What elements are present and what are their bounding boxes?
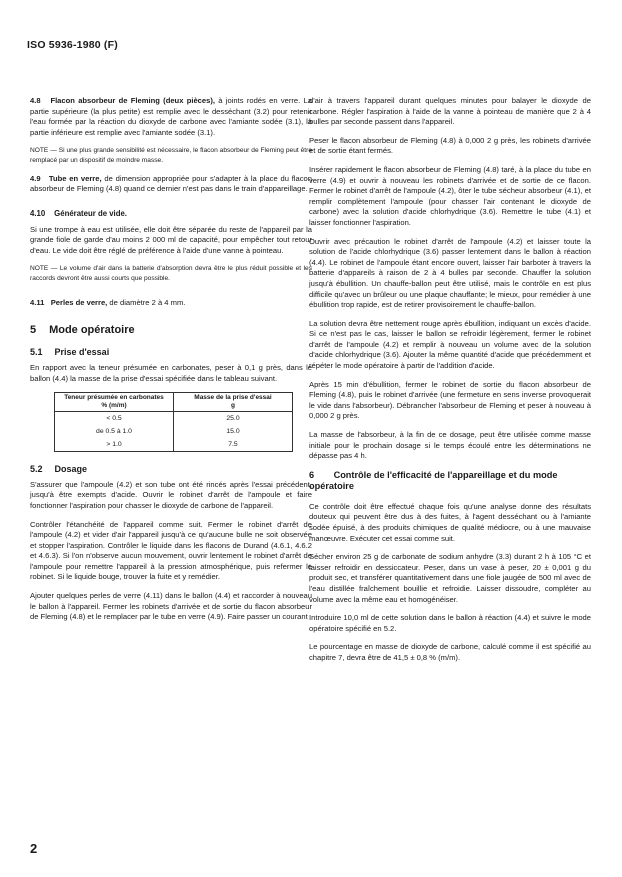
section-5-2-heading <box>30 464 312 475</box>
section-6-title: Contrôle de l'efficacité de l'appareillage et du mode opératoire <box>309 469 558 491</box>
section-4-11 <box>30 298 312 309</box>
table-cell: < 0.5 <box>55 412 174 426</box>
section-5-2-para-1: S'assurer que l'ampoule (4.2) et son tube ont été rincés après l'essai précédent, jusqu'à être exempts d'acide. Ouvrir le robinet d'arrêt de l'ampoule et faire fonctionner l'aspiration pour chasser le dioxyde de carbone de l'appareil. <box>30 479 312 510</box>
table-cell: 15.0 <box>174 425 293 438</box>
section-5-1-heading <box>30 347 312 358</box>
table-cell: > 1.0 <box>55 438 174 452</box>
right-para-1: d'air à travers l'appareil durant quelques minutes pour balayer le dioxyde de carbone. Régler l'aspiration à l'aide de la vanne à pointeau de manière que 2 à 4 bulles par seconde passent dans l'appareil. <box>309 96 591 127</box>
table-row <box>55 412 293 426</box>
document-header: ISO 5936-1980 (F) <box>27 39 118 51</box>
section-4-8-title: Flacon absorbeur de Fleming (deux pièces), <box>50 96 215 105</box>
section-5-2-para-2: Contrôler l'étanchéité de l'appareil comme suit. Fermer le robinet d'arrêt de l'ampoule (4.2) et vider d'air l'appareil jusqu'à ce qu'aucune bulle ne soit observée et stopper l'aspiration. Contrôler le liquide dans les flacons de Durand (4.6.1, 4.6.2 et 4.6.3). Si l'on n'observe aucun mouvement, ouvrir lentement le robinet d'arrêt de l'ampoule pour remettre l'appareil à la pression atmosphérique, puis refermer le robinet. Si le liquide bouge, trouver la fuite et y remédier. <box>30 519 312 582</box>
right-para-5: La solution devra être nettement rouge après ébullition, indiquant un excès d'acide. Si ce n'est pas le cas, laisser le ballon se refroidir légèrement, fermer le robinet d'arrêt de l'ampoule (4.2) et remplir à nouveau un volume avec de la solution d'acide chlorhydrique (3.6). Ajouter la même quantité d'acide que précédemment et répéter le mode opératoire à partir de l'addition d'acide. <box>309 318 591 371</box>
section-6-para-3: Introduire 10,0 ml de cette solution dans le ballon à réaction (4.4) et suivre le mode opératoire spécifié en 5.2. <box>309 613 591 633</box>
section-5-1-title: Prise d'essai <box>54 347 110 358</box>
section-4-9-text: de dimension appropriée pour s'adapter à la place du flacon absorbeur de Fleming (4.8) quand ce dernier n'est pas dans le train d'appareillage. <box>30 173 312 194</box>
table-header-carbonate-label: Teneur présumée en carbonates <box>64 394 164 402</box>
right-para-4: Ouvrir avec précaution le robinet d'arrêt de l'ampoule (4.2) et laisser toute la solution de l'acide chlorhydrique (3.6) passer lentement dans le ballon à réaction (4.4). Le robinet de l'ampoule étant encore ouvert, laisser l'air barboter à travers la batterie d'appareils à raison de 2 à 4 bulles par seconde. Chauffer la solution jusqu'à ébullition. Un chauffe-ballon peut être utilisé, mais le contrôle en est plus difficile qu'avec un brûleur ou une plaque chauffante; le mieux, pour remédier à une ébullition trop rapide, est de retirer provisoirement le chauffe-ballon. <box>309 236 591 310</box>
section-4-9-title: Tube en verre, <box>48 173 102 183</box>
section-6-heading <box>309 470 591 492</box>
section-4-10-text: Si une trompe à eau est utilisée, elle doit être séparée du reste de l'appareil par la grande fiole de garde d'au moins 2 000 ml de capacité, pour empêcher tout retour d'eau. Le vide doit être réglé de préférence à l'aide d'une vanne à pointeau. <box>30 224 312 255</box>
table-cell: de 0.5 à 1.0 <box>55 425 174 438</box>
section-4-8-text: à joints rodés en verre. La partie supérieure (la plus petite) est remplie avec le desséchant (3.2) pour retenir l'eau formée par la réaction du dioxyde de carbone avec l'amiante sodée (3.1), la partie inférieure est remplie avec l'amiante sodée (3.1). <box>30 96 312 137</box>
section-5-1-number: 5.1 <box>30 347 43 358</box>
section-6-number: 6 <box>309 469 315 480</box>
right-para-2: Peser le flacon absorbeur de Fleming (4.8) à 0,000 2 g près, les robinets d'arrivée et de sortie étant fermés. <box>309 135 591 156</box>
section-4-10-number: 4.10 <box>30 208 46 218</box>
section-5-2-para-3: Ajouter quelques perles de verre (4.11) dans le ballon (4.4) et raccorder à nouveau le ballon à l'appareil. Fermer les robinets d'arrivée et de sortie du flacon absorbeur de Fleming (4.8) et le remplacer par le tube en verre (4.9). Faire passer un courant <box>30 591 312 622</box>
note-4-8: NOTE — Si une plus grande sensibilité est nécessaire, le flacon absorbeur de Fleming peut être remplacé par un dispositif de moindre masse. <box>30 147 312 164</box>
sample-mass-table <box>54 392 293 452</box>
table-header-carbonate-unit: % (m/m) <box>101 402 127 410</box>
table-header-mass-unit: g <box>231 402 235 410</box>
table-header-carbonate <box>55 393 174 412</box>
section-6-para-1: Ce contrôle doit être effectué chaque fois qu'une analyse donne des résultats douteux qui peuvent être dus à des fuites, à l'agent desséchant ou à l'amiante sodée épuisé, à des produits chimiques de qualité médiocre, ou à une mauvaise manœuvre. Exécuter cet essai comme suit. <box>309 501 591 543</box>
note-4-10: NOTE — Le volume d'air dans la batterie d'absorption devra être le plus réduit possible et les raccords devront être aussi courts que possible. <box>30 265 312 282</box>
section-5-2-number: 5.2 <box>30 464 43 475</box>
right-para-3: Insérer rapidement le flacon absorbeur de Fleming (4.8) taré, à la place du tube en verre (4.9) et ouvrir à nouveau les robinets d'arrivée et de sortie de ce flacon. Fermer le robinet d'arrêt de l'ampoule (4.2), ôter le tube sécheur absorbeur (4.1), et remplir complètement l'ampoule (pour chasser l'air contenant le dioxyde de carbone) avec la solution d'acide chlorhydrique (3.6). Remettre le tube (4.1) et laisser fonctionner l'aspiration. <box>309 164 591 227</box>
section-6-para-4: Le pourcentage en masse de dioxyde de carbone, calculé comme il est spécifié au chapitre 7, devra être de 41,5 ± 0,8 % (m/m). <box>309 642 591 662</box>
right-column <box>309 96 591 672</box>
section-4-9-number: 4.9 <box>30 173 41 183</box>
section-5-1-text: En rapport avec la teneur présumée en carbonates, peser à 0,1 g près, dans le ballon (4.4) la masse de la prise d'essai spécifiée dans le tableau suivant. <box>30 362 312 383</box>
left-column <box>30 96 312 631</box>
section-4-10-title: Générateur de vide. <box>54 208 127 218</box>
section-5-number: 5 <box>30 324 37 337</box>
right-para-6: Après 15 min d'ébullition, fermer le robinet de sortie du flacon absorbeur de Fleming (4.8), puis le robinet d'arrivée (une fermeture en sens inverse provoquerait le vide dans l'absorbeur). Débrancher l'absorbeur de Fleming et peser à nouveau à 0,000 2 g près. <box>309 379 591 421</box>
section-4-9 <box>30 174 312 195</box>
section-4-11-title: Perles de verre, <box>50 297 108 307</box>
right-para-7: La masse de l'absorbeur, à la fin de ce dosage, peut être utilisée comme masse initiale pour le prochain dosage si le temps écoulé entre les déterminations ne dépasse pas 4 h. <box>309 430 591 461</box>
table-row <box>55 425 293 438</box>
section-4-8 <box>30 96 312 138</box>
section-4-8-number: 4.8 <box>30 96 41 105</box>
table-cell: 7.5 <box>174 438 293 452</box>
section-4-11-text: de diamètre 2 à 4 mm. <box>109 297 186 307</box>
table-cell: 25.0 <box>174 412 293 426</box>
table-row <box>55 438 293 452</box>
section-4-11-number: 4.11 <box>30 297 45 307</box>
page-number: 2 <box>30 841 38 856</box>
section-5-heading <box>30 324 312 337</box>
table-header-mass <box>174 393 293 412</box>
section-4-10-heading <box>30 209 312 220</box>
section-6-para-2: Sécher environ 25 g de carbonate de sodium anhydre (3.3) durant 2 h à 105 °C et laisser refroidir en dessiccateur. Peser, dans un vase à peser, 20 ± 0,001 g du produit sec, et transférer quantitativement dans une fiole jaugée de 500 ml avec de l'eau distillée fraîchement bouillie et refroidie. Laisser dissoudre, compléter au volume avec la même eau et homogénéiser. <box>309 552 591 604</box>
table-header-mass-label: Masse de la prise d'essai <box>194 394 272 402</box>
section-5-title: Mode opératoire <box>49 324 135 337</box>
section-5-2-title: Dosage <box>54 464 88 475</box>
